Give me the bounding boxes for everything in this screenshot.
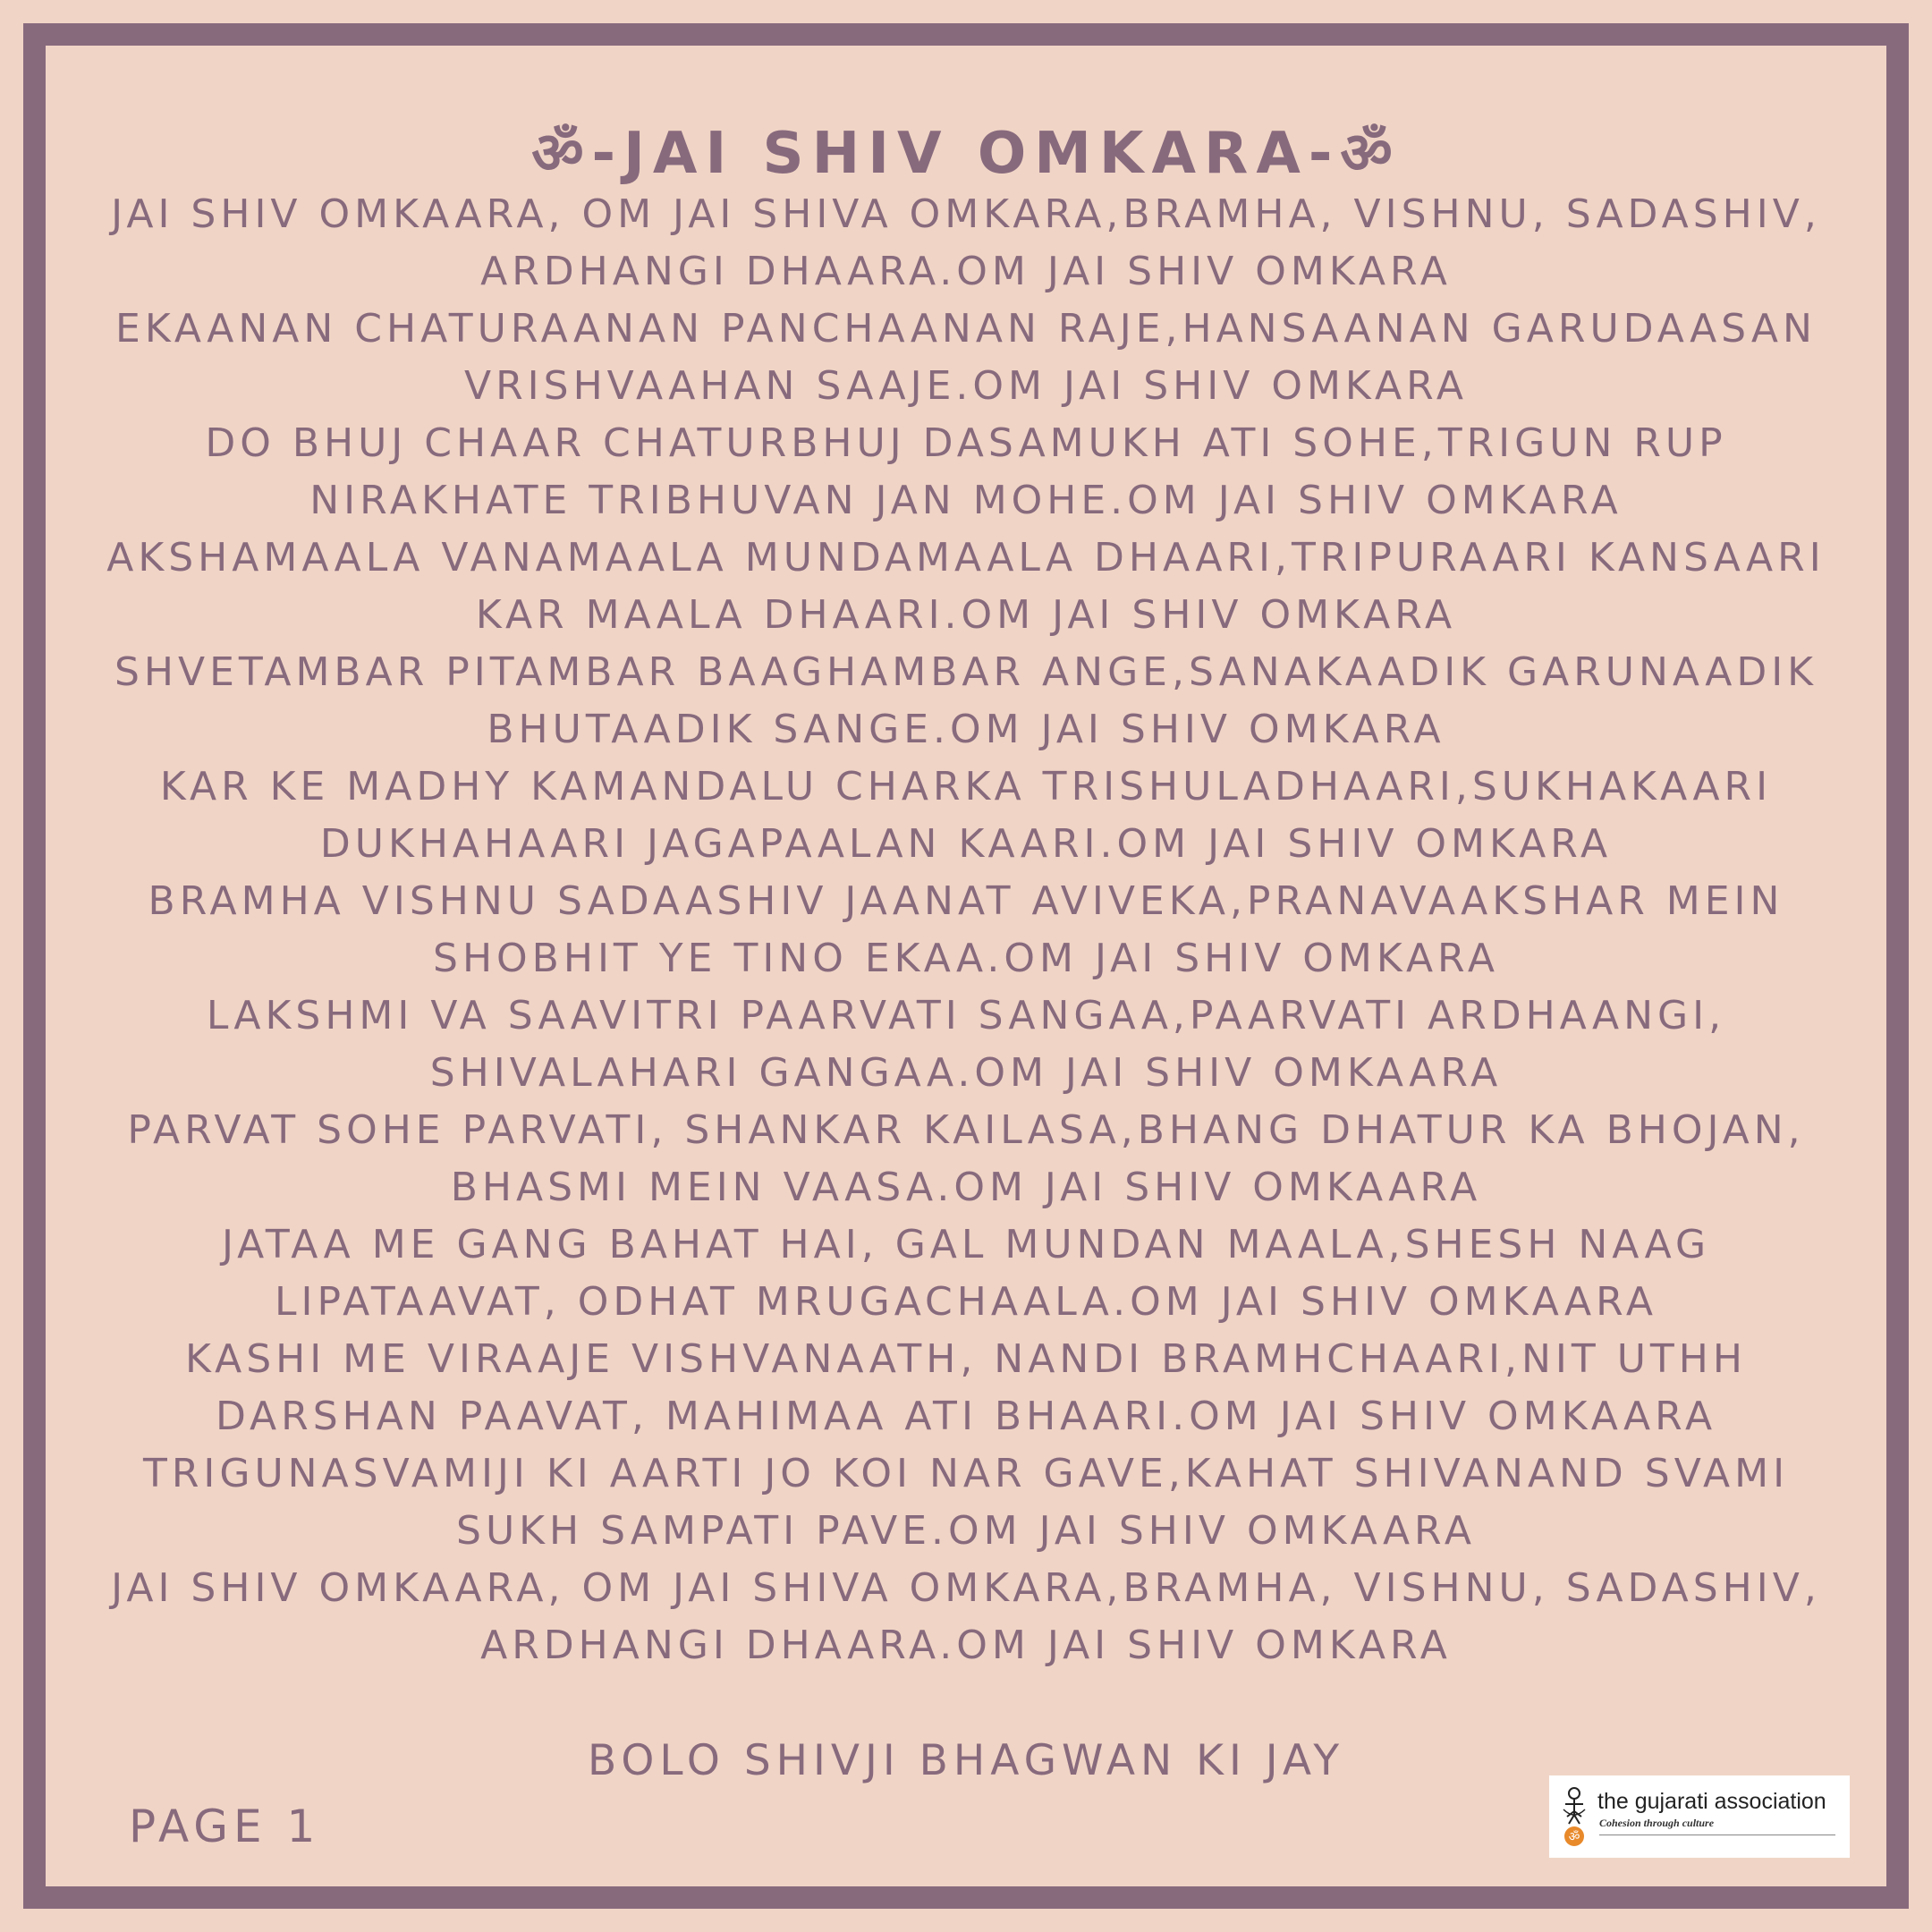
verse-line: BRAMHA VISHNU SADAASHIV JAANAT AVIVEKA,PRANAVAAKSHAR MEIN — [148, 878, 1784, 924]
logo-name: the gujarati association — [1597, 1789, 1826, 1814]
logo-tagline: Cohesion through culture — [1599, 1817, 1715, 1829]
verse-10 — [89, 1216, 1843, 1331]
svg-text:ॐ: ॐ — [1568, 1830, 1580, 1844]
verse-line: ARDHANGI DHAARA.OM JAI SHIV OMKARA — [480, 249, 1452, 294]
verse-line: SHOBHIT YE TINO EKAA.OM JAI SHIV OMKARA — [433, 936, 1499, 981]
verse-line: AKSHAMAALA VANAMAALA MUNDAMAALA DHAARI,TRIPURAARI KANSAARI — [106, 535, 1826, 580]
verse-5 — [89, 644, 1843, 758]
verse-list — [89, 186, 1843, 1674]
verse-line: VRISHVAAHAN SAAJE.OM JAI SHIV OMKARA — [464, 363, 1468, 409]
closing-line: BOLO SHIVJI BHAGWAN KI JAY — [587, 1736, 1345, 1785]
page-number: PAGE 1 — [129, 1801, 321, 1852]
verse-line: LIPATAAVAT, ODHAT MRUGACHAALA.OM JAI SHIV OMKAARA — [274, 1279, 1658, 1325]
verse-3 — [89, 415, 1843, 530]
verse-line: TRIGUNASVAMIJI KI AARTI JO KOI NAR GAVE,KAHAT SHIVANAND SVAMI — [142, 1451, 1790, 1496]
verse-line: KASHI ME VIRAAJE VISHVANAATH, NANDI BRAMHCHAARI,NIT UTHH — [185, 1336, 1747, 1382]
verse-12 — [89, 1445, 1843, 1560]
verse-line: SHIVALAHARI GANGAA.OM JAI SHIV OMKAARA — [429, 1050, 1503, 1096]
verse-4 — [89, 530, 1843, 644]
verse-13 — [89, 1560, 1843, 1674]
dancer-emblem-icon — [1556, 1784, 1592, 1851]
verse-line: SUKH SAMPATI PAVE.OM JAI SHIV OMKAARA — [456, 1508, 1476, 1554]
verse-line: NIRAKHATE TRIBHUVAN JAN MOHE.OM JAI SHIV OMKARA — [309, 478, 1623, 523]
verse-line: JATAA ME GANG BAHAT HAI, GAL MUNDAN MAALA,SHESH NAAG — [221, 1222, 1711, 1267]
verse-line: KAR MAALA DHAARI.OM JAI SHIV OMKARA — [475, 592, 1457, 638]
verse-2 — [89, 301, 1843, 415]
verse-line: SHVETAMBAR PITAMBAR BAAGHAMBAR ANGE,SANAKAADIK GARUNAADIK — [114, 649, 1818, 695]
verse-line: KAR KE MADHY KAMANDALU CHARKA TRISHULADHAARI,SUKHAKAARI — [159, 764, 1773, 809]
verse-6 — [89, 758, 1843, 873]
verse-9 — [89, 1102, 1843, 1216]
verse-line: ARDHANGI DHAARA.OM JAI SHIV OMKARA — [480, 1623, 1452, 1668]
verse-11 — [89, 1331, 1843, 1445]
verse-line: DUKHAHAARI JAGAPAALAN KAARI.OM JAI SHIV OMKARA — [319, 821, 1613, 867]
verse-line: PARVAT SOHE PARVATI, SHANKAR KAILASA,BHANG DHATUR KA BHOJAN, — [127, 1107, 1805, 1153]
verse-line: DO BHUJ CHAAR CHATURBHUJ DASAMUKH ATI SOHE,TRIGUN RUP — [205, 420, 1727, 466]
verse-line: JAI SHIV OMKAARA, OM JAI SHIVA OMKARA,BRAMHA, VISHNU, SADASHIV, — [111, 191, 1821, 237]
page-title: ॐ-JAI SHIV OMKARA-ॐ — [531, 121, 1401, 187]
verse-8 — [89, 987, 1843, 1102]
verse-7 — [89, 873, 1843, 987]
verse-line: LAKSHMI VA SAAVITRI PAARVATI SANGAA,PAARVATI ARDHAANGI, — [206, 993, 1726, 1038]
verse-line: EKAANAN CHATURAANAN PANCHAANAN RAJE,HANSAANAN GARUDAASAN — [115, 306, 1817, 352]
verse-line: JAI SHIV OMKAARA, OM JAI SHIVA OMKARA,BRAMHA, VISHNU, SADASHIV, — [111, 1565, 1821, 1611]
verse-1 — [89, 186, 1843, 301]
verse-line: BHASMI MEIN VAASA.OM JAI SHIV OMKAARA — [450, 1165, 1482, 1210]
verse-line: BHUTAADIK SANGE.OM JAI SHIV OMKARA — [487, 707, 1445, 752]
association-logo — [1549, 1775, 1850, 1858]
verse-line: DARSHAN PAAVAT, MAHIMAA ATI BHAARI.OM JAI SHIV OMKAARA — [215, 1394, 1717, 1439]
